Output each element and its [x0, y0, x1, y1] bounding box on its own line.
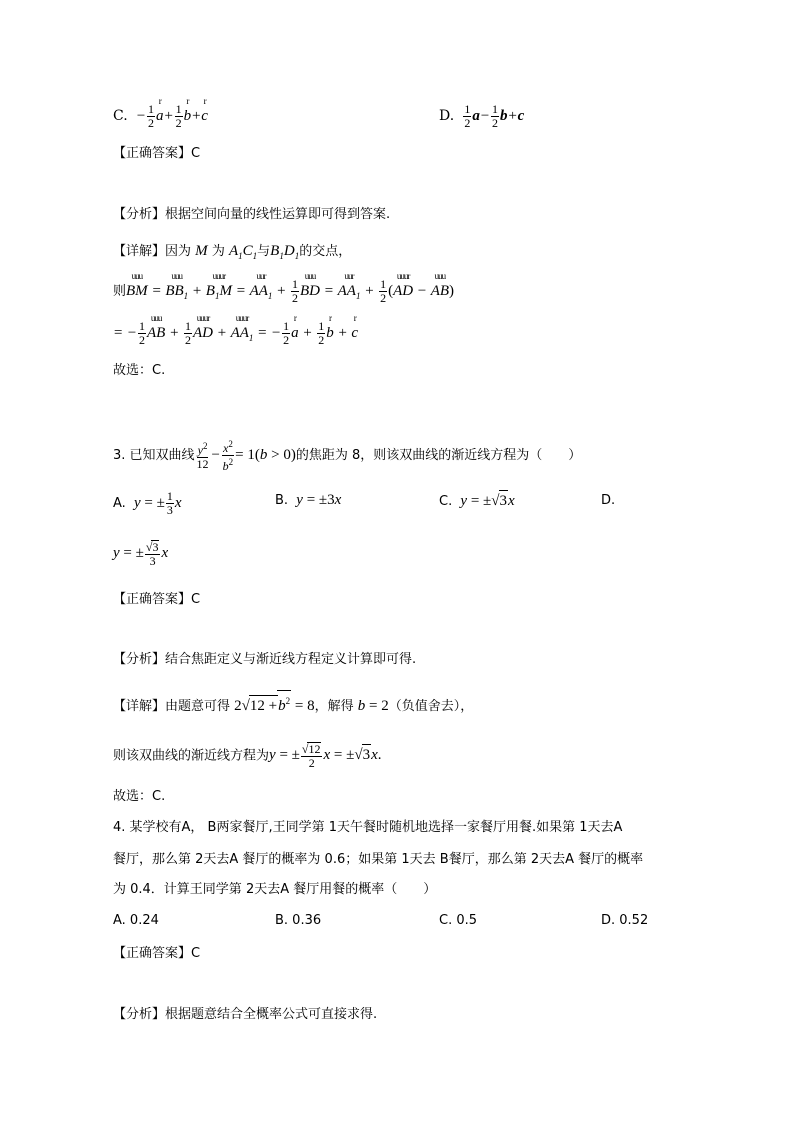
q2-answer: 【正确答案】C [113, 146, 201, 161]
option-label: D. [439, 107, 455, 124]
q3-option-a: A. y = ± $\frac{1}{3}$ x [113, 489, 182, 517]
q4-option-b: B. 0.36 [275, 913, 322, 928]
q4-answer: 【正确答案】C [113, 946, 201, 961]
q2-option-c: C. − $\frac{1}{2}$ a r + $\frac{1}{2}$ b r +c r [113, 95, 208, 130]
q4-stem-line3: 为 0.4．计算王同学第 2天去A 餐厅用餐的概率（ ） [113, 882, 437, 897]
q3-option-b: B. y = ±3x [275, 492, 342, 508]
q2-equation-line1: 则BM uuu = $BB_1$ uuu + $B_1M$ uuur = $AA_1$ uur + $\frac{1}{2}$ BD uuu = $AA_1$ uur + $\frac{1}{2}$ (AD uuur − AB uuu ) [113, 270, 455, 305]
q2-option-d: D. $\frac{1}{2}$ a− $\frac{1}{2}$ b+c [439, 102, 525, 130]
q3-detail-line2: 则该双曲线的渐近线方程为y = ± $\frac{√12}{2}$ x = ±√3x. [113, 742, 382, 770]
q4-option-a: A. 0.24 [113, 913, 159, 928]
q3-option-d: D. [601, 493, 616, 508]
option-label: C. [113, 107, 128, 124]
q4-option-d: D. 0.52 [601, 913, 649, 928]
q4-analysis: 【分析】根据题意结合全概率公式可直接求得. [113, 1007, 378, 1022]
q3-option-d-formula: y = ± $\frac{√3}{3}$ x [113, 540, 169, 568]
q3-option-c: C. y = ±√3x [439, 490, 515, 512]
q3-conclusion: 故选：C. [113, 789, 166, 804]
q2-analysis: 【分析】根据空间向量的线性运算即可得到答案. [113, 207, 391, 222]
q2-conclusion: 故选：C. [113, 363, 166, 378]
q2-detail: 【详解】因为 M 为 $A_1C_1$与$B_1D_1$的交点， [113, 243, 352, 261]
q4-stem-line1: 4. 某学校有A， B两家餐厅,王同学第 1天午餐时随机地选择一家餐厅用餐.如果第 1天去A [113, 820, 623, 835]
q3-detail: 【详解】由题意可得 $2√12 +b^2 = 8$，解得 b = 2（负值舍去）， [113, 690, 473, 717]
q4-option-c: C. 0.5 [439, 913, 478, 928]
q3-stem: 3. 已知双曲线 $\frac{y^2}{12}$ − $\frac{x^2}{b^2}$ = 1(b > 0)的焦距为 8，则该双曲线的渐近线方程为（ ） [113, 439, 582, 473]
q3-analysis: 【分析】结合焦距定义与渐近线方程定义计算即可得. [113, 652, 417, 667]
q2-equation-line2: = − $\frac{1}{2}$ AB uuu + $\frac{1}{2}$ AD uuur + $AA_1$ uuur = − $\frac{1}{2}$ a r + $\frac{1}{2}$ b r + c r [113, 312, 359, 347]
q3-answer: 【正确答案】C [113, 592, 201, 607]
q4-stem-line2: 餐厅，那么第 2天去A 餐厅的概率为 0.6；如果第 1天去 B餐厅，那么第 2天去A 餐厅的概率 [113, 852, 644, 867]
